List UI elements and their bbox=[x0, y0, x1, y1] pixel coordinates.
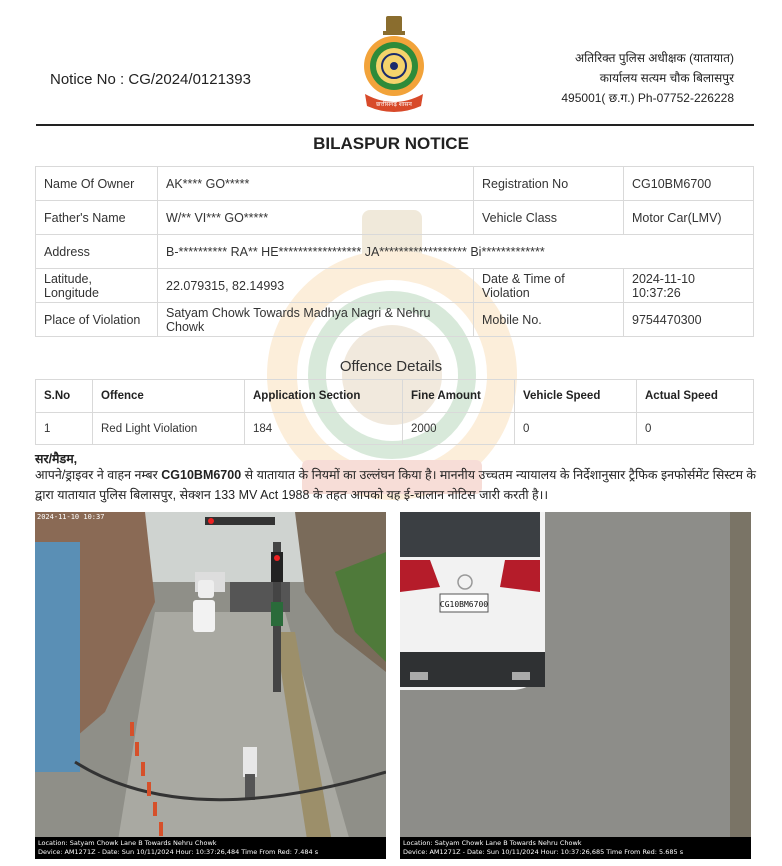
evidence-photo-junction bbox=[35, 512, 386, 859]
office-line-1: अतिरिक्त पुलिस अधीक्षक (यातायात) bbox=[575, 51, 734, 65]
notice-number: Notice No : CG/2024/0121393 bbox=[50, 71, 251, 88]
page-title: BILASPUR NOTICE bbox=[313, 134, 469, 153]
photo-caption-device: Device: AM1271Z - Date: Sun 10/11/2024 Hour: 10:37:26,484 Time From Red: 7.484 s bbox=[38, 848, 319, 856]
cell-sno: 1 bbox=[36, 413, 93, 445]
col-header-offence: Offence bbox=[93, 380, 245, 413]
violation-datetime-label: Date & Time of Violation bbox=[474, 269, 624, 303]
emblem-ribbon-text: छत्तीसगढ़ शासन bbox=[376, 101, 412, 108]
photo-caption bbox=[35, 837, 386, 859]
table-header-row bbox=[36, 380, 754, 413]
photo-caption-location: Location: Satyam Chowk Lane B Towards Nehru Chowk bbox=[38, 839, 217, 847]
place-value: Satyam Chowk Towards Madhya Nagri & Nehru Chowk bbox=[158, 303, 474, 337]
photo-caption-device: Device: AM1271Z - Date: Sun 10/11/2024 Hour: 10:37:26,685 Time From Red: 5.685 s bbox=[403, 848, 684, 856]
place-label: Place of Violation bbox=[36, 303, 158, 337]
evidence-photo-plate bbox=[400, 512, 751, 859]
cell-fine: 2000 bbox=[403, 413, 515, 445]
table-row bbox=[36, 201, 754, 235]
cell-section: 184 bbox=[245, 413, 403, 445]
vehicle-rear-image bbox=[400, 512, 751, 859]
office-line-2: कार्यालय सत्यम चौक बिलासपुर bbox=[599, 71, 734, 85]
latlng-label: Latitude, Longitude bbox=[36, 269, 158, 303]
address-value: B-********** RA** HE***************** JA****************** Bi************* bbox=[158, 235, 754, 269]
salutation: सर/मैडम, bbox=[35, 452, 78, 466]
table-row bbox=[36, 303, 754, 337]
offence-details-title: Offence Details bbox=[339, 358, 443, 375]
owner-name-label: Name Of Owner bbox=[36, 167, 158, 201]
violation-datetime-value: 2024-11-10 10:37:26 bbox=[624, 269, 754, 303]
photo-timestamp: 2024-11-10 10:37 bbox=[37, 513, 105, 521]
vehicle-class-label: Vehicle Class bbox=[474, 201, 624, 235]
office-address bbox=[561, 48, 734, 108]
number-plate-text: CG10BM6700 bbox=[439, 600, 489, 609]
message-vehicle-number: CG10BM6700 bbox=[161, 468, 242, 482]
table-row bbox=[36, 167, 754, 201]
cell-actual-speed: 0 bbox=[637, 413, 754, 445]
col-header-sno: S.No bbox=[36, 380, 93, 413]
notice-message bbox=[35, 465, 757, 505]
father-name-label: Father's Name bbox=[36, 201, 158, 235]
col-header-fine: Fine Amount bbox=[403, 380, 515, 413]
table-row bbox=[36, 269, 754, 303]
offence-table bbox=[35, 379, 754, 445]
registration-label: Registration No bbox=[474, 167, 624, 201]
address-label: Address bbox=[36, 235, 158, 269]
vehicle-class-value: Motor Car(LMV) bbox=[624, 201, 754, 235]
latlng-value: 22.079315, 82.14993 bbox=[158, 269, 474, 303]
owner-info-table bbox=[35, 166, 754, 337]
owner-name-value: AK**** GO***** bbox=[158, 167, 474, 201]
table-row bbox=[36, 413, 754, 445]
photo-caption-location: Location: Satyam Chowk Lane B Towards Nehru Chowk bbox=[403, 839, 582, 847]
col-header-actual-speed: Actual Speed bbox=[637, 380, 754, 413]
photo-caption bbox=[400, 837, 751, 859]
cell-vehicle-speed: 0 bbox=[515, 413, 637, 445]
mobile-value: 9754470300 bbox=[624, 303, 754, 337]
cell-offence: Red Light Violation bbox=[93, 413, 245, 445]
table-row bbox=[36, 235, 754, 269]
chhattisgarh-emblem-icon bbox=[357, 14, 431, 116]
col-header-section: Application Section bbox=[245, 380, 403, 413]
message-part-2: से यातायात के नियमों का उल्लंघन किया है। माननीय उच्चतम न्यायालय के निर्देशानुसार ट्रैफिक इनफोर्समेंट सिस्टम के द्वारा यातायात पुलिस बिलासपुर, सेक्शन 133 MV Act 1988 के तहत आपको यह ई-चालान नोटिस जारी करती है।। bbox=[35, 468, 757, 502]
mobile-label: Mobile No. bbox=[474, 303, 624, 337]
junction-scene-image bbox=[35, 512, 386, 859]
office-line-3: 495001( छ.ग.) Ph-07752-226228 bbox=[561, 91, 734, 105]
header-divider bbox=[36, 124, 754, 126]
registration-value: CG10BM6700 bbox=[624, 167, 754, 201]
father-name-value: W/** VI*** GO***** bbox=[158, 201, 474, 235]
col-header-vehicle-speed: Vehicle Speed bbox=[515, 380, 637, 413]
message-part-1: आपने/ड्राइवर ने वाहन नम्बर bbox=[35, 468, 162, 482]
